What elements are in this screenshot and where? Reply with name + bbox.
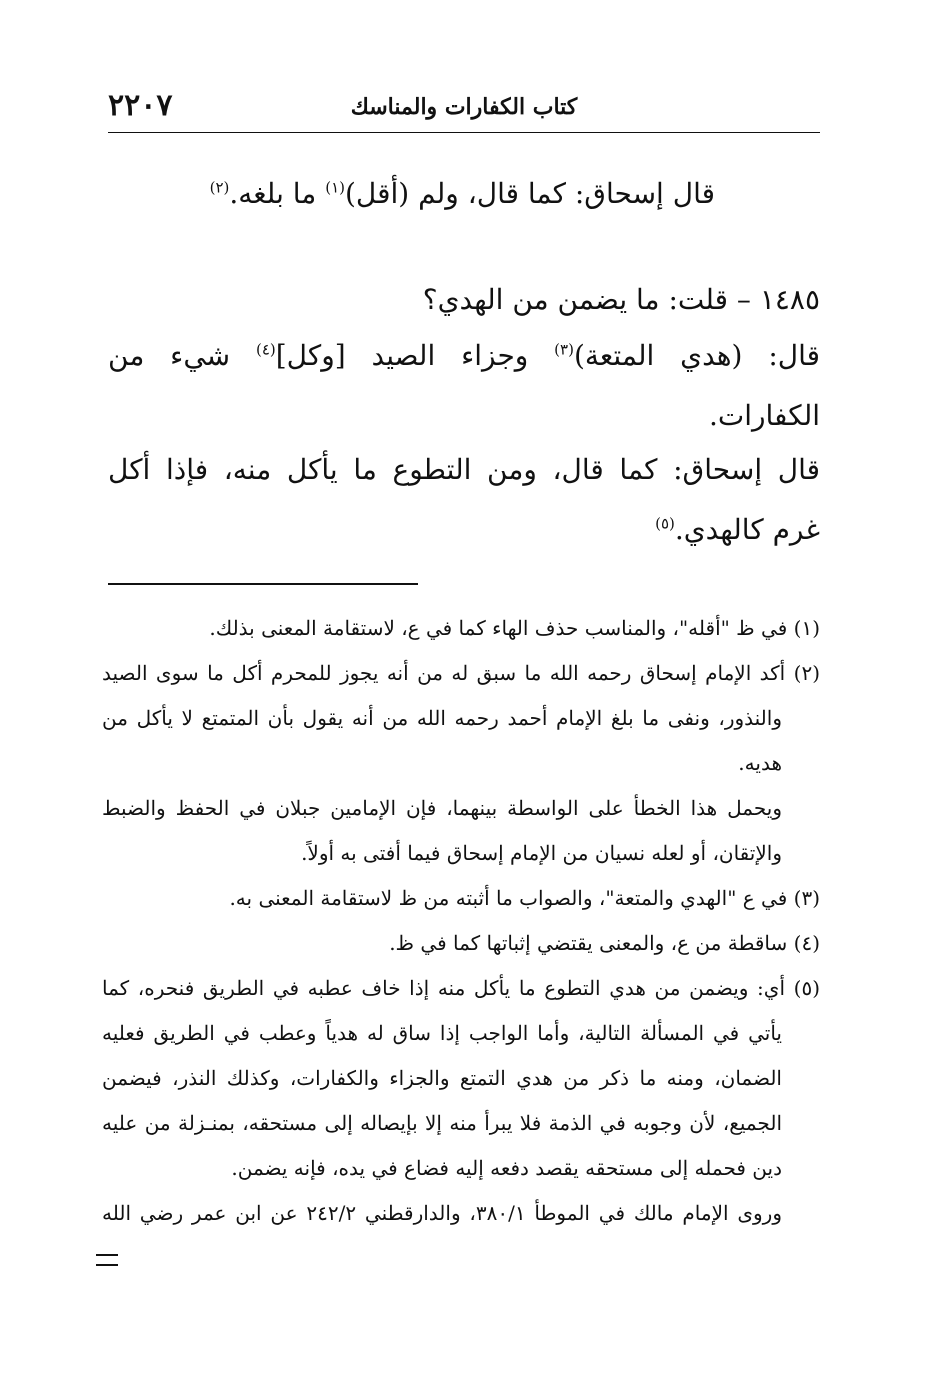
footnote-5-line: الضمان، ومنه ما ذكر من هدي التمتع والجزاء والكفارات، وكذلك النذر، فيضمن [102, 1066, 782, 1090]
question-line [108, 270, 820, 330]
question-1485 [108, 270, 820, 330]
running-title: كتاب الكفارات والمناسك [350, 94, 578, 120]
footnote-5-line: دين فحمله إلى مستحقه يقصد دفعه إليه فضاع في يده، فإنه يضمن. [231, 1156, 782, 1180]
header-rule [108, 132, 820, 133]
footnote-3: (٣) في ع "الهدي والمتعة"، والصواب ما أثبته من ظ لاستقامة المعنى به. [229, 886, 820, 910]
footnote-ref-2: (٢) [209, 178, 230, 197]
text-line: قال: (هدي المتعة)$^{(٣)}$ وجزاء الصيد [وكل]$^{(٤)}$ شيء من [108, 339, 821, 372]
footnote-2-line: هديه. [738, 751, 782, 775]
footnote-5-line: الجميع، لأن وجوبه في الذمة فلا يبرأ منه إلا بإيصاله إلى مستحقه، بمنـزلة من عليه [102, 1111, 782, 1135]
ishaq-statement-2 [108, 440, 820, 560]
footnote-2-line: والإتقان، أو لعله نسيان من الإمام إسحاق فيما أفتى به أولاً. [301, 841, 782, 865]
question-number: ١٤٨٥ [759, 283, 820, 316]
footnote-ref-1: (١) [325, 178, 345, 197]
footnote-ref-5: (٥) [655, 514, 675, 533]
footnote-2-line: ويحمل هذا الخطأ على الواسطة بينهما، فإن الإمامين جبلان في الحفظ والضبط [102, 796, 782, 820]
continuation-mark [96, 1254, 118, 1266]
footnote-2-line: والنذور، ونفى ما بلغ الإمام أحمد رحمه الله من أنه يقول بأن المتمتع لا يأكل من [102, 706, 782, 730]
footnote-2-line: (٢) أكد الإمام إسحاق رحمه الله ما سبق له من أنه يجوز للمحرم أكل ما سوى الصيد [102, 661, 820, 685]
footnote-4: (٤) ساقطة من ع، والمعنى يقتضي إثباتها كما في ظ. [389, 931, 820, 955]
page-number: ٢٢٠٧ [108, 88, 173, 123]
text-line: قال إسحاق: كما قال، ومن التطوع ما يأكل منه، فإذا أكل [108, 453, 820, 486]
footnote-5-line: يأتي في المسألة التالية، وأما الواجب إذا ساق له هدياً وعطب في الطريق فعليه [102, 1021, 782, 1045]
ishaq-statement-1 [108, 164, 820, 224]
footnote-5-line: وروى الإمام مالك في الموطأ ٣٨٠/١، والدارقطني ٢٤٢/٢ عن ابن عمر رضي الله [102, 1201, 782, 1225]
footnote-5-line: (٥) أي: ويضمن من هدي التطوع ما يأكل منه إذا خاف عطبه في الطريق فنحره، كما [102, 976, 820, 1000]
page-header [108, 88, 820, 128]
footnotes [102, 606, 820, 1236]
footnote-1: (١) في ظ "أقله"، والمناسب حذف الهاء كما في ع، لاستقامة المعنى بذلك. [209, 616, 820, 640]
footnote-separator [108, 583, 418, 585]
text-line: الكفارات. [708, 399, 820, 432]
footnote-ref-4: (٤) [255, 340, 276, 359]
answer-paragraph [108, 326, 820, 446]
text-line: غرم كالهدي.$^{(٥)}$ [655, 513, 820, 546]
footnote-ref-3: (٣) [554, 340, 574, 359]
text-line: قال إسحاق: كما قال، ولم (أقل)$^{(١)}$ ما بلغه.$^{(٢)}$ [209, 177, 715, 210]
question-text: – قلت: ما يضمن من الهدي؟ [422, 283, 751, 316]
